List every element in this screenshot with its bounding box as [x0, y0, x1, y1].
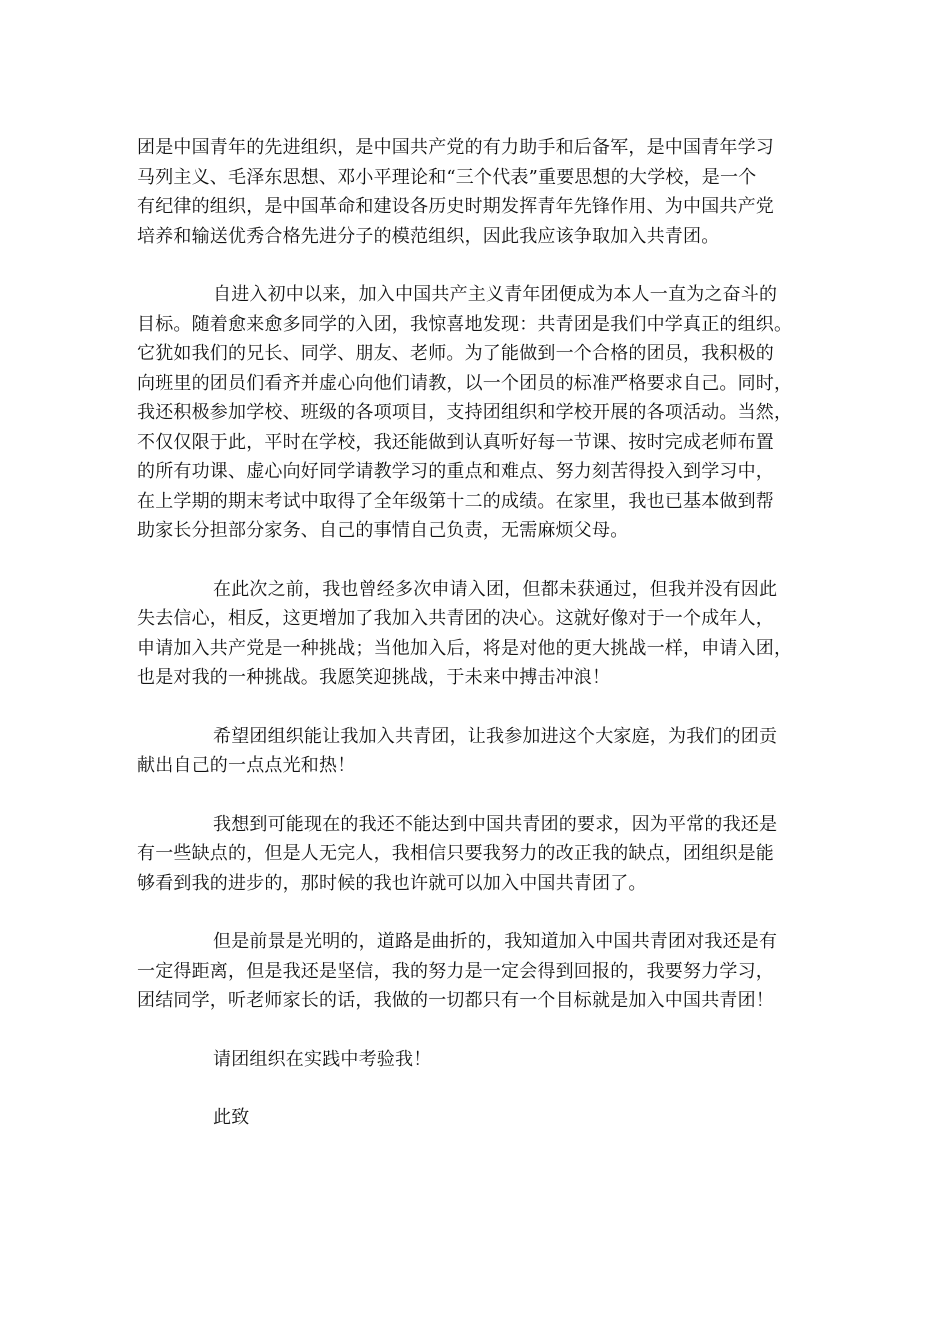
paragraph-line: 培养和输送优秀合格先进分子的模范组织，因此我应该争取加入共青团。	[137, 225, 720, 247]
paragraph-line: 献出自己的一点点光和热！	[137, 755, 356, 776]
paragraph-line: 向班里的团员们看齐并虚心向他们请教，以一个团员的标准严格要求自己。同时，	[137, 372, 793, 394]
paragraph-line: 够看到我的进步的，那时候的我也许就可以加入中国共青团了。	[137, 872, 647, 894]
paragraph-line: 失去信心，相反，这更增加了我加入共青团的决心。这就好像对于一个成年人，	[137, 608, 774, 629]
paragraph-line: 我还积极参加学校、班级的各项项目，支持团组织和学校开展的各项活动。当然，	[137, 402, 793, 423]
paragraph-5	[137, 810, 817, 899]
paragraph-4	[137, 722, 817, 781]
paragraph-line: 此致	[213, 1107, 250, 1128]
paragraph-line: 我想到可能现在的我还不能达到中国共青团的要求，因为平常的我还是	[213, 813, 778, 835]
paragraph-7	[137, 1045, 817, 1075]
paragraph-line: 团是中国青年的先进组织，是中国共产党的有力助手和后备军，是中国青年学习	[137, 137, 774, 158]
document-body	[137, 133, 817, 1162]
paragraph-line: 自进入初中以来，加入中国共产主义青年团便成为本人一直为之奋斗的	[213, 284, 778, 305]
paragraph-line: 它犹如我们的兄长、同学、朋友、老师。为了能做到一个合格的团员，我积极的	[137, 343, 774, 364]
paragraph-line: 一定得距离，但是我还是坚信，我的努力是一定会得到回报的，我要努力学习，	[137, 960, 774, 982]
paragraph-line: 目标。随着愈来愈多同学的入团，我惊喜地发现：共青团是我们中学真正的组织。	[137, 313, 793, 335]
paragraph-line: 也是对我的一种挑战。我愿笑迎挑战，于未来中搏击冲浪！	[137, 667, 611, 688]
paragraph-line: 马列主义、毛泽东思想、邓小平理论和“三个代表”重要思想的大学校，是一个	[137, 166, 757, 188]
paragraph-line: 有纪律的组织，是中国革命和建设各历史时期发挥青年先锋作用、为中国共产党	[137, 196, 774, 217]
paragraph-line: 有一些缺点的，但是人无完人，我相信只要我努力的改正我的缺点，团组织是能	[137, 843, 774, 864]
paragraph-2	[137, 280, 817, 546]
paragraph-3	[137, 575, 817, 693]
paragraph-line: 希望团组织能让我加入共青团，让我参加进这个大家庭，为我们的团贡	[213, 725, 778, 747]
paragraph-line: 在上学期的期末考试中取得了全年级第十二的成绩。在家里，我也已基本做到帮	[137, 490, 774, 512]
paragraph-line: 申请加入共产党是一种挑战；当他加入后，将是对他的更大挑战一样，申请入团，	[137, 637, 793, 659]
paragraph-line: 在此次之前，我也曾经多次申请入团，但都未获通过，但我并没有因此	[213, 578, 778, 600]
paragraph-line: 但是前景是光明的，道路是曲折的，我知道加入中国共青团对我还是有	[213, 931, 778, 952]
paragraph-6	[137, 927, 817, 1016]
paragraph-line: 请团组织在实践中考验我！	[213, 1048, 432, 1070]
paragraph-line: 不仅仅限于此，平时在学校，我还能做到认真听好每一节课、按时完成老师布置	[137, 431, 774, 453]
paragraph-line: 助家长分担部分家务、自己的事情自己负责，无需麻烦父母。	[137, 520, 629, 541]
paragraph-line: 团结同学，听老师家长的话，我做的一切都只有一个目标就是加入中国共青团！	[137, 990, 774, 1011]
paragraph-line: 的所有功课、虚心向好同学请教学习的重点和难点、努力刻苦得投入到学习中，	[137, 461, 774, 482]
closing-salutation	[137, 1103, 817, 1133]
paragraph-1	[137, 133, 817, 251]
